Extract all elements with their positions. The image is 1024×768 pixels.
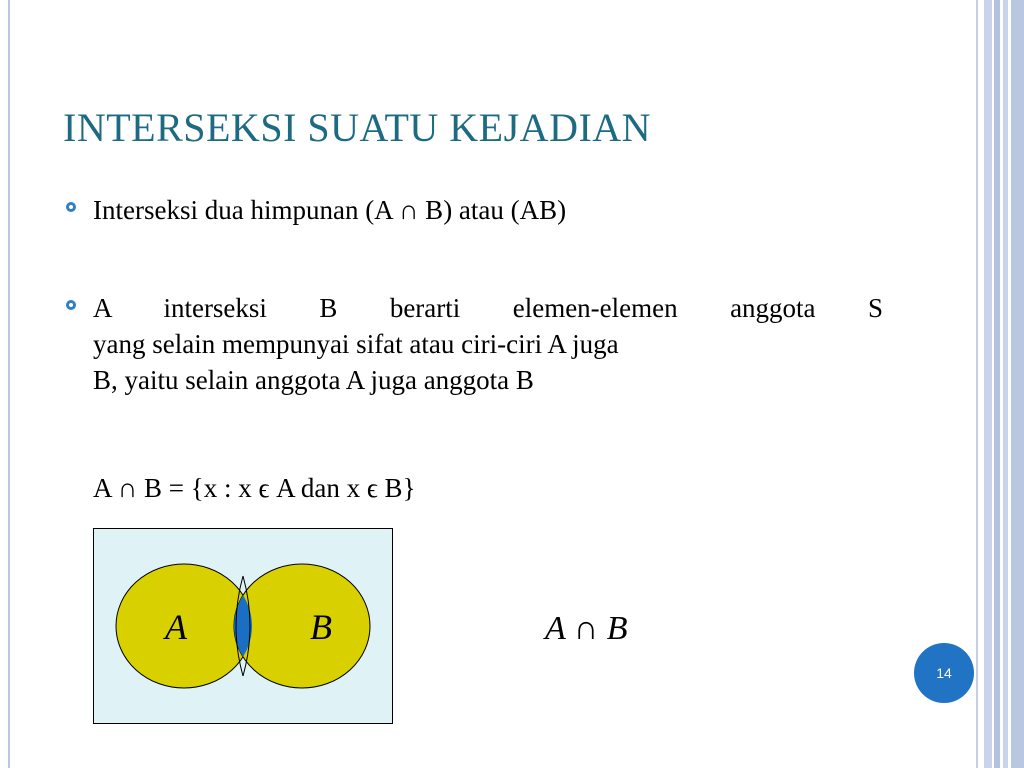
set-b-circle [234,564,370,688]
set-a-label: A [165,607,187,647]
left-border-line [8,0,10,768]
bullet-2-line-3: B, yaitu selain anggota A juga anggota B [93,365,534,395]
intersection-formula: A ∩ B = {x : x ϵ A dan x ϵ B} [93,473,416,503]
decorative-stripe [976,0,978,768]
decorative-stripe [994,0,1000,768]
decorative-stripe [984,0,992,768]
page-number-badge: 14 [914,643,974,703]
bullet-icon [66,300,76,310]
decorative-stripe [1003,0,1008,768]
venn-diagram [93,528,393,724]
slide-title: INTERSEKSI SUATU KEJADIAN [63,105,652,150]
bullet-text-1: Interseksi dua himpunan (A ∩ B) atau (AB) [93,195,567,225]
bullet-text-2 [93,290,883,398]
bullet-2-line-2: yang selain mempunyai sifat atau ciri-ciri A juga [93,329,619,359]
decorative-stripe [1011,0,1024,768]
bullet-2-line-1: A interseksi B berarti elemen-elemen anggota S [93,293,883,323]
set-b-label: B [310,607,332,647]
intersection-notation: A ∩ B [545,610,628,647]
bullet-icon [66,202,76,212]
